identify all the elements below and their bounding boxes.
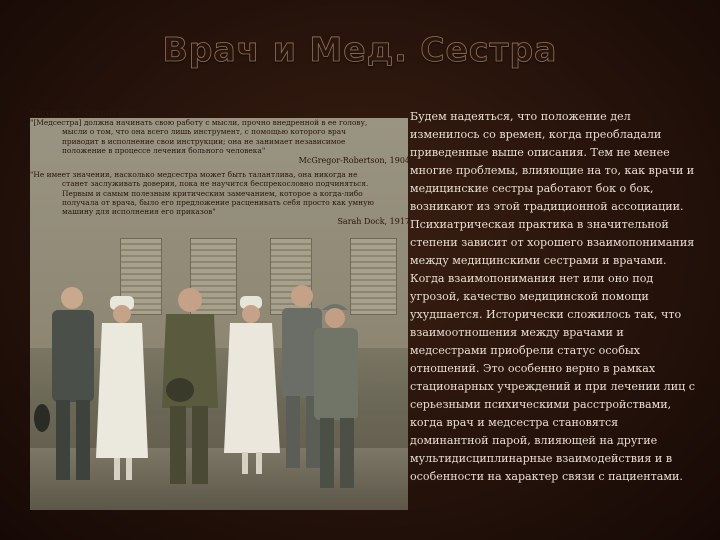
body-line: угрозой, качество медицинской помощи — [410, 290, 649, 303]
quote2-line: машину для исполнения его приказов" — [62, 207, 216, 217]
quote-heading: "ОСОБОЕ" ОТНОШЕНИЕ — [30, 109, 138, 118]
body-line: степени зависит от хорошего взаимопонимания — [410, 236, 695, 249]
figure-nurse-left — [96, 296, 148, 480]
body-line: медсестрами приобрели статус особых — [410, 344, 641, 357]
body-line: изменилось со времен, когда преобладали — [410, 128, 662, 141]
body-line: особенности на характер связи с пациентами. — [410, 470, 683, 483]
quote2-source: Sarah Dock, 1917 — [337, 217, 410, 227]
body-line: доминантной парой, влияющей на другие — [410, 434, 658, 447]
body-line: ухудшается. Исторически сложилось так, что — [410, 308, 682, 321]
body-line: когда врач и медсестра становятся — [410, 416, 619, 429]
body-line: Будем надеяться, что положение дел — [410, 110, 631, 123]
body-line: взаимоотношения между врачами и — [410, 326, 624, 339]
body-line: приведенные выше описания. Тем не менее — [410, 146, 670, 159]
figure-nurse-right — [224, 296, 280, 474]
body-line: многие проблемы, влияющие на то, как врачи и — [410, 164, 695, 177]
body-line: между медицинскими сестрами и врачами. — [410, 254, 667, 267]
body-line: отношений. Это особенно верно в рамках — [410, 362, 656, 375]
quote1-line: "[Медсестра] должна начинать свою работу с мысли, прочно внедренной в ее голову, — [30, 118, 368, 128]
body-line: мультидисциплинарные взаимодействия и в — [410, 452, 673, 465]
quote-block — [30, 109, 410, 226]
body-line: стационарных учреждений и при лечении лиц с — [410, 380, 695, 393]
quote1-source: McGregor-Robertson, 1904 — [298, 156, 410, 166]
body-line: Психиатрическая практика в значительной — [410, 218, 669, 231]
quote1-line: положение в процессе лечения больного человека" — [62, 145, 266, 155]
body-line: медицинские сестры работают бок о бок, — [410, 182, 654, 195]
quote2-line: получала от врача, было его предложение расценивать себя просто как умную — [62, 197, 374, 207]
quote2-line: "Не имеет значения, насколько медсестра может быть талантлива, она никогда не — [30, 170, 358, 180]
body-line: серьезными психическими расстройствами, — [410, 398, 672, 411]
figure-officer-left — [34, 287, 94, 480]
quote2-line: Первым и самым полезным критическим замечанием, которое а когда-либо — [62, 188, 363, 198]
quote1-line: мысли о том, что она всего лишь инструмент, с помощью которого врач — [62, 127, 347, 137]
body-line: возникают из этой традиционной ассоциации. — [410, 200, 684, 213]
figure-soldier-right — [314, 304, 358, 488]
quote2-line: станет заслуживать доверия, пока не научится беспрекословно подчиняться. — [62, 179, 369, 189]
quote1-line: приводит в исполнение свои инструкции; она не занимает независимое — [62, 136, 346, 146]
slide-title: Врач и Мед. Сестра — [162, 30, 558, 69]
body-line: Когда взаимопонимания нет или оно под — [410, 272, 654, 285]
body-text — [410, 108, 700, 486]
figure-officer-center — [162, 288, 218, 484]
